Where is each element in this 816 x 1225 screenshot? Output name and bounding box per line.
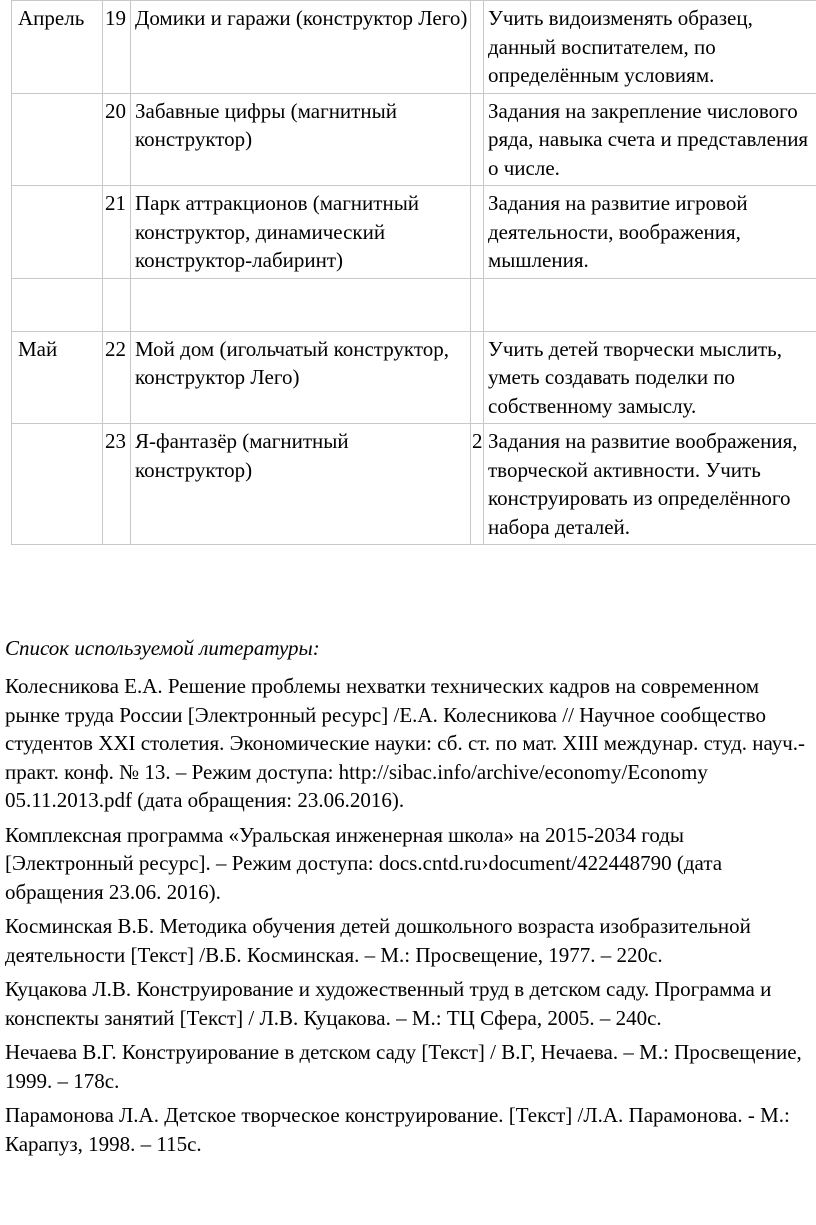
goal-cell: Задания на развитие воображения, творческой активности. Учить конструировать из определённого набора деталей.: [484, 424, 816, 545]
table-row: [12, 1, 816, 94]
hours-cell: [471, 278, 484, 331]
goal-cell: [484, 278, 816, 331]
topic-cell: Мой дом (игольчатый конструктор, конструктор Лего): [131, 331, 471, 424]
month-cell: [12, 424, 103, 545]
table-row-empty: [12, 278, 816, 331]
month-cell: [12, 93, 103, 186]
literature-heading: Список используемой литературы:: [5, 636, 320, 660]
month-cell: [12, 186, 103, 279]
topic-cell: [131, 278, 471, 331]
hours-cell: [471, 93, 484, 186]
table-row: [12, 424, 816, 545]
literature-item: Косминская В.Б. Методика обучения детей дошкольного возраста изобразительной деятельности [Текст] /В.Б. Косминская. – М.: Просвещение, 1977. – 220с.: [5, 914, 751, 967]
literature-item: Нечаева В.Г. Конструирование в детском саду [Текст] / В.Г, Нечаева. – М.: Просвещение, 1999. – 178с.: [5, 1040, 802, 1093]
lesson-number-cell: 19: [103, 1, 131, 94]
topic-cell: Домики и гаражи (конструктор Лего): [131, 1, 471, 94]
lesson-number-cell: [103, 278, 131, 331]
literature-list: [5, 672, 813, 1164]
lesson-plan-table: [11, 0, 816, 545]
table-row: [12, 186, 816, 279]
table-row: [12, 331, 816, 424]
literature-item: Комплексная программа «Уральская инженерная школа» на 2015-2034 годы [Электронный ресурс]. – Режим доступа: docs.cntd.ru›document/422448790 (дата обращения 23.06. 2016).: [5, 822, 723, 904]
month-cell: Апрель: [12, 1, 103, 94]
table-row: [12, 93, 816, 186]
literature-item: Парамонова Л.А. Детское творческое конструирование. [Текст] /Л.А. Парамонова. - М.: Карапуз, 1998. – 115с.: [5, 1103, 790, 1156]
month-cell: Май: [12, 331, 103, 424]
topic-cell: Парк аттракционов (магнитный конструктор, динамический конструктор-лабиринт): [131, 186, 471, 279]
hours-cell: [471, 186, 484, 279]
lesson-number-cell: 20: [103, 93, 131, 186]
hours-cell: [471, 1, 484, 94]
literature-item: Колесникова Е.А. Решение проблемы нехватки технических кадров на современном рынке труда России [Электронный ресурс] /Е.А. Колесникова // Научное сообщество студентов XXI столетия. Экономические науки: сб. ст. по мат. XIII междунар. студ. науч.-практ. конф. № 13. – Режим доступа: http://sibac.info/archive/economy/Economy 05.11.2013.pdf (дата обращения: 23.06.2016).: [5, 674, 806, 812]
hours-cell: 2: [471, 424, 484, 545]
topic-cell: Забавные цифры (магнитный конструктор): [131, 93, 471, 186]
goal-cell: Задания на закрепление числового ряда, навыка счета и представления о числе.: [484, 93, 816, 186]
literature-item: Куцакова Л.В. Конструирование и художественный труд в детском саду. Программа и конспекты занятий [Текст] / Л.В. Куцакова. – М.: ТЦ Сфера, 2005. – 240с.: [5, 977, 772, 1030]
topic-cell: Я-фантазёр (магнитный конструктор): [131, 424, 471, 545]
hours-cell: [471, 331, 484, 424]
lesson-number-cell: 22: [103, 331, 131, 424]
lesson-number-cell: 23: [103, 424, 131, 545]
goal-cell: Учить видоизменять образец, данный воспитателем, по определённым условиям.: [484, 1, 816, 94]
month-cell: [12, 278, 103, 331]
goal-cell: Учить детей творчески мыслить, уметь создавать поделки по собственному замыслу.: [484, 331, 816, 424]
lesson-number-cell: 21: [103, 186, 131, 279]
goal-cell: Задания на развитие игровой деятельности, воображения, мышления.: [484, 186, 816, 279]
